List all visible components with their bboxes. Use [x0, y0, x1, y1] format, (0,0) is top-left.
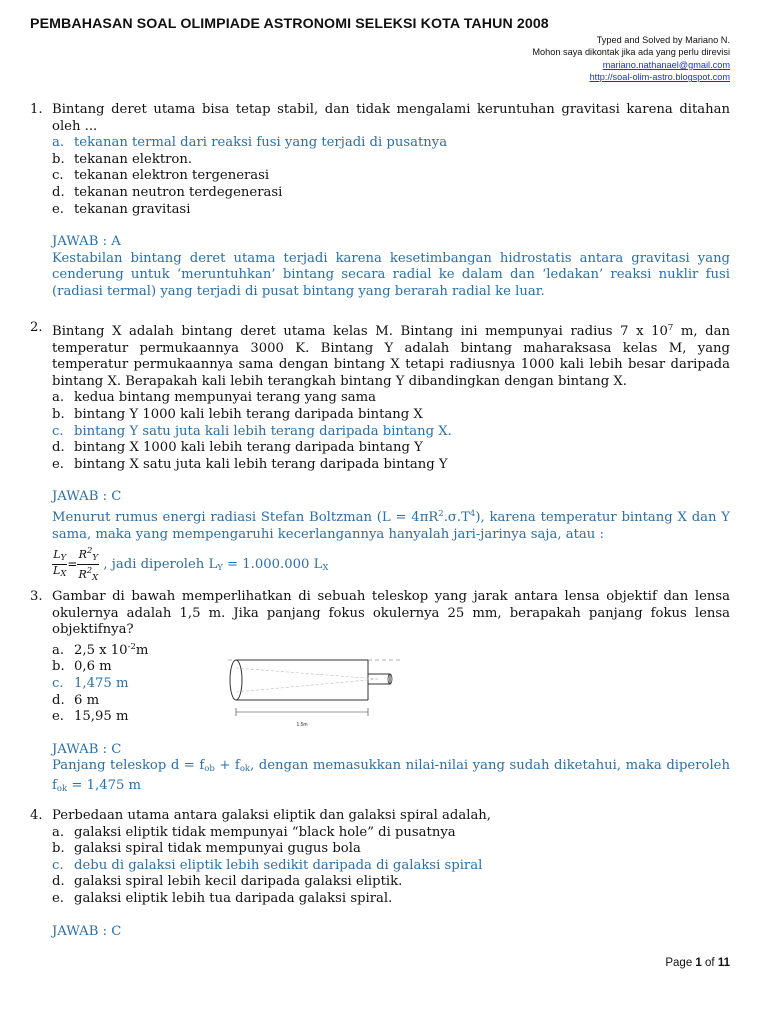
- options-list: [52, 390, 730, 473]
- answer-label: JAWAB : A: [52, 234, 121, 250]
- answer-block: [52, 742, 730, 798]
- question-stem: Perbedaan utama antara galaksi eliptik dan galaksi spiral adalah,: [52, 808, 491, 823]
- of-word: of: [705, 957, 715, 969]
- author-block: [532, 34, 730, 84]
- option-b: b. tekanan elektron.: [52, 151, 193, 167]
- question-number: 4.: [30, 808, 43, 823]
- question-stem: Gambar di bawah memperlihatkan di sebuah teleskop yang jarak antara lensa objektif dan lensa okulernya adalah 1,5 m. Jika panjang fokus okulernya 25 mm, berapakah panjang fokus lensa objektifnya?: [52, 589, 730, 638]
- question-number: 1.: [30, 102, 43, 117]
- light-ray-lower: [236, 679, 378, 692]
- question-4: [30, 808, 730, 940]
- option-c: c. debu di galaksi eliptik lebih sedikit daripada di galaksi spiral: [52, 857, 483, 873]
- formula-result: , jadi diperoleh $L_Y = 1.000.000$ $L_X$: [103, 557, 329, 574]
- page-word: Page: [665, 957, 693, 969]
- answer-block: [52, 489, 730, 584]
- question-stem: Bintang deret utama bisa tetap stabil, dan tidak mengalami keruntuhan gravitasi karena ditahan oleh ...: [52, 102, 730, 134]
- page-title: PEMBAHASAN SOAL OLIMPIADE ASTRONOMI SELEKSI KOTA TAHUN 2008: [30, 16, 549, 32]
- option-b: b. 0,6 m: [52, 659, 112, 675]
- question-number: 2.: [30, 320, 43, 335]
- option-e: e. tekanan gravitasi: [52, 201, 191, 217]
- answer-label: JAWAB : C: [52, 489, 122, 505]
- light-ray-upper: [236, 668, 378, 679]
- typed-by: Typed and Solved by Mariano N.: [596, 35, 730, 45]
- options-list: [52, 825, 730, 908]
- options-list: [52, 135, 730, 218]
- page-footer: [665, 957, 730, 969]
- eyepiece-icon: [368, 674, 390, 684]
- option-a: a. 2,5 x $10^{-2}m$: [52, 641, 149, 658]
- telescope-figure: [228, 650, 408, 732]
- contact-note: Mohon saya dikontak jika ada yang perlu direvisi: [532, 47, 730, 58]
- option-c: c. bintang Y satu juta kali lebih terang daripada bintang X.: [52, 423, 452, 439]
- option-e: e. galaksi eliptik lebih tua daripada galaksi spiral.: [52, 890, 393, 906]
- page-number: 1: [695, 957, 702, 969]
- option-b: b. bintang Y 1000 kali lebih terang daripada bintang X: [52, 406, 423, 422]
- option-e: e. 15,95 m: [52, 709, 129, 725]
- luminosity-fraction: $\frac{L_Y}{L_X}$: [53, 548, 67, 580]
- objective-lens-icon: [230, 660, 242, 700]
- option-d: d. bintang X 1000 kali lebih terang daripada bintang Y: [52, 440, 423, 456]
- option-d: d. galaksi spiral lebih kecil daripada galaksi eliptik.: [52, 874, 403, 890]
- equals-sign: =: [67, 557, 78, 572]
- radius-fraction: $\frac{R^2_Y}{R^2_X}$: [78, 546, 99, 584]
- blog-link[interactable]: http://soal-olim-astro.blogspot.com: [589, 72, 730, 83]
- dimension-label: 1.5m: [296, 722, 308, 728]
- option-a: a. galaksi eliptik tidak mempunyai “black hole” di pusatnya: [52, 824, 456, 840]
- option-d: d. tekanan neutron terdegenerasi: [52, 184, 283, 200]
- answer-label: JAWAB : C: [52, 923, 122, 939]
- luminosity-ratio-formula: [52, 545, 730, 584]
- answer-explanation: Panjang teleskop $d = f_{ob} + f_{ok}$, dengan memasukkan nilai-nilai yang sudah diketahui, maka diperoleh $f_{ok} = 1,475$ m: [52, 758, 730, 794]
- option-a: a. kedua bintang mempunyai terang yang sama: [52, 390, 377, 406]
- question-1: [30, 102, 730, 301]
- email-link[interactable]: mariano.nathanael@gmail.com: [602, 59, 730, 70]
- question-2: [30, 320, 730, 584]
- question-stem: Bintang X adalah bintang deret utama kelas M. Bintang ini mempunyai radius 7 x $10^7$ m, dan temperatur permukaannya 3000 K. Bintang Y adalah bintang maharaksasa kelas M, yang temperatur permukaannya sama dengan bintang X tetapi radiusnya 1000 kali lebih besar daripada bintang X. Berapakah kali lebih terangkah bintang Y dibandingkan dengan bintang X.: [52, 323, 730, 389]
- question-number: 3.: [30, 589, 43, 604]
- option-d: d. 6 m: [52, 692, 100, 708]
- option-e: e. bintang X satu juta kali lebih terang daripada bintang Y: [52, 456, 448, 472]
- answer-block: [52, 924, 730, 941]
- page-total: 11: [717, 957, 730, 969]
- answer-block: [52, 234, 730, 300]
- option-b: b. galaksi spiral tidak mempunyai gugus bola: [52, 841, 361, 857]
- option-c: c. 1,475 m: [52, 675, 129, 691]
- answer-label: JAWAB : C: [52, 741, 122, 757]
- answer-explanation: Kestabilan bintang deret utama terjadi karena kesetimbangan hidrostatis antara gravitasi yang cenderung untuk ‘meruntuhkan’ bintang secara radial ke dalam dan ‘ledakan’ reaksi nuklir fusi (radiasi termal) yang terjadi di pusat bintang yang berarah radial ke luar.: [52, 250, 730, 299]
- option-c: c. tekanan elektron tergenerasi: [52, 168, 270, 184]
- answer-explanation: Menurut rumus energi radiasi Stefan Boltzman $(L = 4\pi R^2.\sigma.T^4)$, karena temperatur bintang X dan Y sama, maka yang mempengaruhi kecerlangannya hanyalah jari-jarinya saja, atau :: [52, 508, 730, 542]
- option-a: a. tekanan termal dari reaksi fusi yang terjadi di pusatnya: [52, 135, 448, 151]
